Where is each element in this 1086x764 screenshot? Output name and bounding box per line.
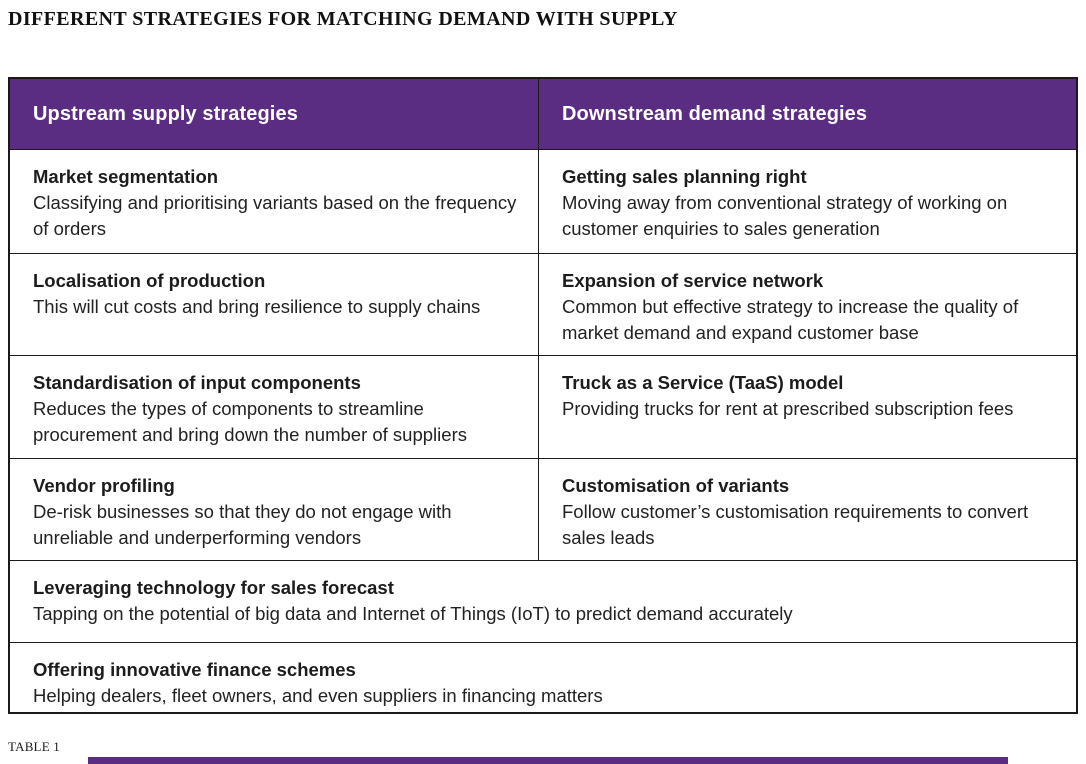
- cell-title: Expansion of service network: [562, 270, 824, 291]
- cell-description: Helping dealers, fleet owners, and even suppliers in financing matters: [33, 685, 603, 706]
- cell-title: Localisation of production: [33, 270, 266, 291]
- cell-service-network: [539, 254, 1076, 355]
- table-row: [10, 458, 1076, 560]
- cell-vendor-profiling: [10, 459, 539, 560]
- cell-leveraging-technology: [10, 561, 1076, 642]
- table-row: [10, 149, 1076, 253]
- header-cell-downstream: Downstream demand strategies: [562, 102, 868, 125]
- cell-taas-model: [539, 356, 1076, 458]
- cell-description: Tapping on the potential of big data and Internet of Things (IoT) to predict demand accurately: [33, 603, 793, 624]
- cell-description: Follow customer’s customisation requirements to convert sales leads: [562, 501, 1029, 548]
- cell-finance-schemes: [10, 643, 1076, 712]
- cell-sales-planning: [539, 150, 1076, 253]
- cell-title: Leveraging technology for sales forecast: [33, 577, 394, 598]
- cell-description: De-risk businesses so that they do not engage with unreliable and underperforming vendors: [33, 501, 452, 548]
- cell-description: Common but effective strategy to increase the quality of market demand and expand customer base: [562, 296, 1019, 343]
- bottom-accent-bar: [88, 757, 1008, 764]
- cell-title: Market segmentation: [33, 166, 219, 187]
- cell-customisation-variants: [539, 459, 1076, 560]
- strategy-table: [8, 77, 1078, 714]
- table-header-row: [10, 79, 1076, 149]
- cell-standardisation-components: [10, 356, 539, 458]
- cell-title: Vendor profiling: [33, 475, 175, 496]
- cell-description: Classifying and prioritising variants based on the frequency of orders: [33, 192, 517, 239]
- cell-description: Moving away from conventional strategy of working on customer enquiries to sales generation: [562, 192, 1008, 239]
- cell-title: Getting sales planning right: [562, 166, 807, 187]
- table-row-full: [10, 642, 1076, 712]
- cell-title: Customisation of variants: [562, 475, 790, 496]
- cell-market-segmentation: [10, 150, 539, 253]
- cell-localisation-production: [10, 254, 539, 355]
- cell-title: Offering innovative finance schemes: [33, 659, 356, 680]
- table-row-full: [10, 560, 1076, 642]
- cell-description: Providing trucks for rent at prescribed subscription fees: [562, 398, 1014, 419]
- table-row: [10, 355, 1076, 458]
- cell-title: Standardisation of input components: [33, 372, 361, 393]
- cell-title: Truck as a Service (TaaS) model: [562, 372, 844, 393]
- cell-description: This will cut costs and bring resilience to supply chains: [33, 296, 481, 317]
- cell-description: Reduces the types of components to streamline procurement and bring down the number of suppliers: [33, 398, 467, 445]
- table-caption: TABLE 1: [8, 739, 60, 754]
- table-row: [10, 253, 1076, 355]
- page-title: DIFFERENT STRATEGIES FOR MATCHING DEMAND WITH SUPPLY: [8, 8, 678, 30]
- header-cell-upstream: Upstream supply strategies: [10, 79, 539, 149]
